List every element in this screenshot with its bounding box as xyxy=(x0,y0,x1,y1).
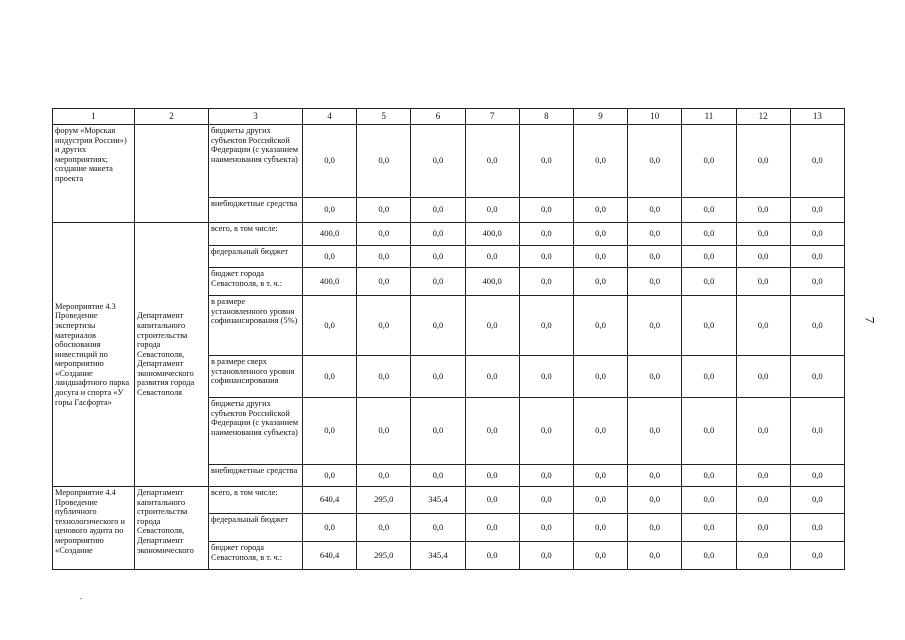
value-cell: 0,0 xyxy=(736,125,790,198)
table-row xyxy=(53,223,845,246)
value-cell: 0,0 xyxy=(303,246,357,268)
value-cell: 0,0 xyxy=(682,198,736,223)
funding-source-cell: внебюджетные средства xyxy=(209,198,303,223)
value-cell: 0,0 xyxy=(465,296,519,356)
value-cell: 0,0 xyxy=(628,296,682,356)
value-cell: 0,0 xyxy=(790,223,844,246)
value-cell: 0,0 xyxy=(411,514,465,542)
value-cell: 0,0 xyxy=(682,465,736,487)
value-cell: 0,0 xyxy=(573,198,627,223)
value-cell: 0,0 xyxy=(790,356,844,398)
value-cell: 0,0 xyxy=(411,465,465,487)
value-cell: 640,4 xyxy=(303,487,357,514)
value-cell: 0,0 xyxy=(465,487,519,514)
value-cell: 0,0 xyxy=(357,398,411,465)
value-cell: 0,0 xyxy=(573,356,627,398)
value-cell: 0,0 xyxy=(790,514,844,542)
value-cell: 0,0 xyxy=(519,487,573,514)
value-cell: 0,0 xyxy=(465,356,519,398)
value-cell: 0,0 xyxy=(303,296,357,356)
value-cell: 0,0 xyxy=(303,398,357,465)
value-cell: 0,0 xyxy=(573,514,627,542)
value-cell: 0,0 xyxy=(736,398,790,465)
value-cell: 0,0 xyxy=(628,246,682,268)
value-cell: 0,0 xyxy=(790,268,844,296)
value-cell: 0,0 xyxy=(303,465,357,487)
header-cell-3: 3 xyxy=(209,109,303,125)
value-cell: 0,0 xyxy=(628,223,682,246)
value-cell: 0,0 xyxy=(682,514,736,542)
value-cell: 0,0 xyxy=(411,223,465,246)
value-cell: 0,0 xyxy=(628,465,682,487)
value-cell: 0,0 xyxy=(790,198,844,223)
value-cell: 0,0 xyxy=(519,125,573,198)
value-cell: 0,0 xyxy=(790,542,844,570)
value-cell: 0,0 xyxy=(357,465,411,487)
value-cell: 0,0 xyxy=(411,268,465,296)
value-cell: 0,0 xyxy=(465,198,519,223)
value-cell: 0,0 xyxy=(736,198,790,223)
funding-source-cell: федеральный бюджет xyxy=(209,514,303,542)
value-cell: 0,0 xyxy=(573,398,627,465)
value-cell: 0,0 xyxy=(411,356,465,398)
value-cell: 0,0 xyxy=(357,296,411,356)
value-cell: 0,0 xyxy=(628,356,682,398)
value-cell: 0,0 xyxy=(790,465,844,487)
funding-table xyxy=(52,108,845,570)
value-cell: 0,0 xyxy=(519,296,573,356)
value-cell: 0,0 xyxy=(411,246,465,268)
value-cell: 0,0 xyxy=(790,487,844,514)
value-cell: 640,4 xyxy=(303,542,357,570)
value-cell: 0,0 xyxy=(628,268,682,296)
value-cell: 400,0 xyxy=(303,268,357,296)
header-cell-11: 11 xyxy=(682,109,736,125)
funding-source-cell: федеральный бюджет xyxy=(209,246,303,268)
value-cell: 0,0 xyxy=(790,125,844,198)
header-cell-12: 12 xyxy=(736,109,790,125)
value-cell: 0,0 xyxy=(357,246,411,268)
value-cell: 0,0 xyxy=(682,356,736,398)
value-cell: 0,0 xyxy=(573,296,627,356)
value-cell: 0,0 xyxy=(628,542,682,570)
value-cell: 0,0 xyxy=(465,246,519,268)
value-cell: 0,0 xyxy=(357,125,411,198)
value-cell: 0,0 xyxy=(790,398,844,465)
value-cell: 0,0 xyxy=(519,198,573,223)
value-cell: 0,0 xyxy=(465,542,519,570)
value-cell: 0,0 xyxy=(573,487,627,514)
value-cell: 0,0 xyxy=(519,246,573,268)
table-row xyxy=(53,125,845,198)
value-cell: 0,0 xyxy=(736,268,790,296)
value-cell: 0,0 xyxy=(736,223,790,246)
value-cell: 345,4 xyxy=(411,542,465,570)
header-cell-2: 2 xyxy=(135,109,209,125)
table-row xyxy=(53,487,845,514)
value-cell: 0,0 xyxy=(573,268,627,296)
value-cell: 0,0 xyxy=(682,542,736,570)
value-cell: 295,0 xyxy=(357,487,411,514)
measure-name-cell: форум «Морская индустрия России») и других мероприятиях; создание макета проекта xyxy=(53,125,135,223)
value-cell: 0,0 xyxy=(790,296,844,356)
value-cell: 0,0 xyxy=(519,465,573,487)
value-cell: 0,0 xyxy=(519,542,573,570)
funding-source-cell: бюджеты других субъектов Российской Федерации (с указанием наименования субъекта) xyxy=(209,398,303,465)
funding-source-cell: всего, в том числе: xyxy=(209,223,303,246)
value-cell: 0,0 xyxy=(303,198,357,223)
header-cell-6: 6 xyxy=(411,109,465,125)
value-cell: 0,0 xyxy=(682,268,736,296)
funding-source-cell: бюджет города Севастополя, в т. ч.: xyxy=(209,268,303,296)
value-cell: 0,0 xyxy=(682,487,736,514)
header-cell-10: 10 xyxy=(628,109,682,125)
value-cell: 0,0 xyxy=(357,356,411,398)
funding-source-cell: бюджеты других субъектов Российской Федерации (с указанием наименования субъекта) xyxy=(209,125,303,198)
funding-source-cell: бюджет города Севастополя, в т. ч.: xyxy=(209,542,303,570)
value-cell: 0,0 xyxy=(736,246,790,268)
table-body xyxy=(53,109,845,570)
value-cell: 0,0 xyxy=(736,542,790,570)
value-cell: 0,0 xyxy=(682,246,736,268)
header-cell-5: 5 xyxy=(357,109,411,125)
value-cell: 0,0 xyxy=(573,125,627,198)
scan-speck xyxy=(80,598,82,599)
value-cell: 400,0 xyxy=(465,223,519,246)
executor-cell: Департамент капитального строительства города Севастополя, Департамент экономического развития города Севастополя xyxy=(135,223,209,487)
value-cell: 0,0 xyxy=(628,487,682,514)
header-cell-9: 9 xyxy=(573,109,627,125)
value-cell: 0,0 xyxy=(573,246,627,268)
value-cell: 0,0 xyxy=(303,356,357,398)
header-cell-1: 1 xyxy=(53,109,135,125)
page-number: 7 xyxy=(862,316,878,324)
value-cell: 0,0 xyxy=(790,246,844,268)
value-cell: 0,0 xyxy=(573,223,627,246)
value-cell: 400,0 xyxy=(465,268,519,296)
value-cell: 0,0 xyxy=(736,514,790,542)
value-cell: 345,4 xyxy=(411,487,465,514)
value-cell: 0,0 xyxy=(357,514,411,542)
value-cell: 0,0 xyxy=(736,465,790,487)
value-cell: 0,0 xyxy=(465,514,519,542)
funding-source-cell: в размере сверх установленного уровня софинансирования xyxy=(209,356,303,398)
value-cell: 0,0 xyxy=(357,198,411,223)
value-cell: 0,0 xyxy=(682,398,736,465)
value-cell: 0,0 xyxy=(519,268,573,296)
value-cell: 295,0 xyxy=(357,542,411,570)
value-cell: 0,0 xyxy=(465,125,519,198)
value-cell: 0,0 xyxy=(628,514,682,542)
value-cell: 0,0 xyxy=(519,356,573,398)
value-cell: 0,0 xyxy=(682,296,736,356)
value-cell: 0,0 xyxy=(682,125,736,198)
value-cell: 0,0 xyxy=(465,398,519,465)
value-cell: 0,0 xyxy=(465,465,519,487)
value-cell: 0,0 xyxy=(573,465,627,487)
funding-source-cell: в размере установленного уровня софинансирования (5%) xyxy=(209,296,303,356)
executor-cell xyxy=(135,125,209,223)
value-cell: 0,0 xyxy=(519,398,573,465)
value-cell: 0,0 xyxy=(573,542,627,570)
value-cell: 0,0 xyxy=(628,198,682,223)
value-cell: 0,0 xyxy=(628,398,682,465)
header-cell-8: 8 xyxy=(519,109,573,125)
header-cell-13: 13 xyxy=(790,109,844,125)
value-cell: 0,0 xyxy=(519,223,573,246)
value-cell: 0,0 xyxy=(357,268,411,296)
value-cell: 0,0 xyxy=(682,223,736,246)
value-cell: 0,0 xyxy=(357,223,411,246)
header-row xyxy=(53,109,845,125)
value-cell: 0,0 xyxy=(519,514,573,542)
funding-source-cell: всего, в том числе: xyxy=(209,487,303,514)
value-cell: 0,0 xyxy=(736,487,790,514)
measure-name-cell: Мероприятие 4.4 Проведение публичного технологического и ценового аудита по мероприятию «Создание xyxy=(53,487,135,570)
value-cell: 0,0 xyxy=(628,125,682,198)
value-cell: 0,0 xyxy=(411,125,465,198)
value-cell: 0,0 xyxy=(303,125,357,198)
value-cell: 0,0 xyxy=(411,398,465,465)
header-cell-7: 7 xyxy=(465,109,519,125)
value-cell: 0,0 xyxy=(736,356,790,398)
value-cell: 400,0 xyxy=(303,223,357,246)
value-cell: 0,0 xyxy=(303,514,357,542)
value-cell: 0,0 xyxy=(736,296,790,356)
funding-source-cell: внебюджетные средства xyxy=(209,465,303,487)
value-cell: 0,0 xyxy=(411,296,465,356)
header-cell-4: 4 xyxy=(303,109,357,125)
measure-name-cell: Мероприятие 4.3 Проведение экспертизы материалов обоснования инвестиций по мероприятию «Создание ландшафтного парка досуга и спорта «У горы Гасфорта» xyxy=(53,223,135,487)
value-cell: 0,0 xyxy=(411,198,465,223)
executor-cell: Департамент капитального строительства города Севастополя, Департамент экономического xyxy=(135,487,209,570)
